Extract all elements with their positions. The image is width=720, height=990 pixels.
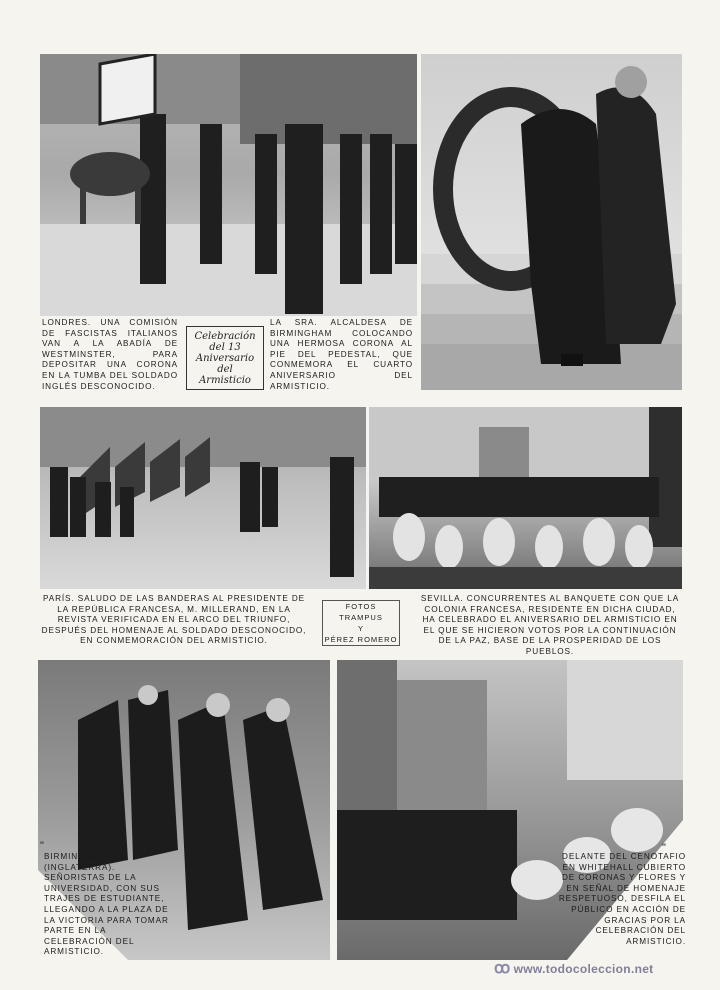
title-line-2: del 13 [209,341,241,353]
photo-paris-flags-art [40,407,366,589]
photo-birmingham-wreath-art [421,54,682,390]
photo-sevilla-banquet [369,407,682,589]
watermark [494,958,653,978]
photo-sevilla-banquet-art [369,407,682,589]
caption-london: LONDRES. UNA COMISIÓN DE FASCISTAS ITALIANOS VAN A LA ABADÍA DE WESTMINSTER, PARA DEPOSITAR UNA CORONA EN LA TUMBA DEL SOLDADO INGLÉS DESCONOCIDO. [42,318,178,391]
caption-whitehall: DELANTE DEL CENOTAFIO EN WHITEHALL CUBIERTO DE CORONAS Y FLORES Y EN SEÑAL DE HOMENAJE RESPETUOSO, DESFILA EL PÚBLICO EN ACCIÓN DE GRACIAS POR LA CELEBRACIÓN DEL ARMISTICIO. [558,852,686,946]
caption-sevilla: SEVILLA. CONCURRENTES AL BANQUETE CON QUE LA COLONIA FRANCESA, RESIDENTE EN DICHA CIUDAD, HA CELEBRADO EL ANIVERSARIO DEL ARMISTICIO EN EL QUE SE HICIERON VOTOS POR LA CONTINUACIÓN DE LA PAZ, BASE DE LA PROSPERIDAD DE LOS PUEBLOS. [420,594,680,656]
title-line-3: Aniversario [195,352,255,364]
photo-birmingham-wreath [421,54,682,390]
watermark-logo-icon: ꝏ [494,960,511,977]
title-box [186,326,264,390]
credit-line-1: FOTOS TRAMPUS [339,602,383,622]
caption-birmingham: LA SRA. ALCALDESA DE BIRMINGHAM COLOCANDO UNA HERMOSA CORONA AL PIE DEL PEDESTAL, QUE CONMEMORA EL CUARTO ANIVERSARIO DEL ARMISTICIO. [270,318,413,391]
title-line-1: Celebración [194,330,256,342]
photo-paris-flags [40,407,366,589]
quote-mark-left: " [40,840,44,852]
photo-london-fascists-art [40,54,417,316]
quote-mark-right: " [662,842,666,854]
photo-credit-box [322,600,400,646]
title-line-4: del [217,363,233,375]
title-line-5: Armisticio [199,374,251,386]
credit-line-3: PÉREZ ROMERO [324,635,398,644]
watermark-text: www.todocoleccion.net [513,962,654,976]
photo-london-fascists [40,54,417,316]
credit-line-2: Y [357,624,364,633]
caption-paris: PARÍS. SALUDO DE LAS BANDERAS AL PRESIDENTE DE LA REPÚBLICA FRANCESA, M. MILLERAND, EN LA REVISTA VERIFICADA EN EL ARCO DEL TRIUNFO, DESPUÉS DEL HOMENAJE AL SOLDADO DESCONOCIDO, EN CONMEMORACIÓN DEL ARMISTICIO. [41,594,307,646]
caption-birmingham-students: BIRMINGAM (INGLATERRA). SEÑORISTAS DE LA UNIVERSIDAD, CON SUS TRAJES DE ESTUDIANTE, LLEGANDO A LA PLAZA DE LA VICTORIA PARA TOMAR PARTE EN LA CELEBRACIÓN DEL ARMISTICIO. [44,852,169,957]
